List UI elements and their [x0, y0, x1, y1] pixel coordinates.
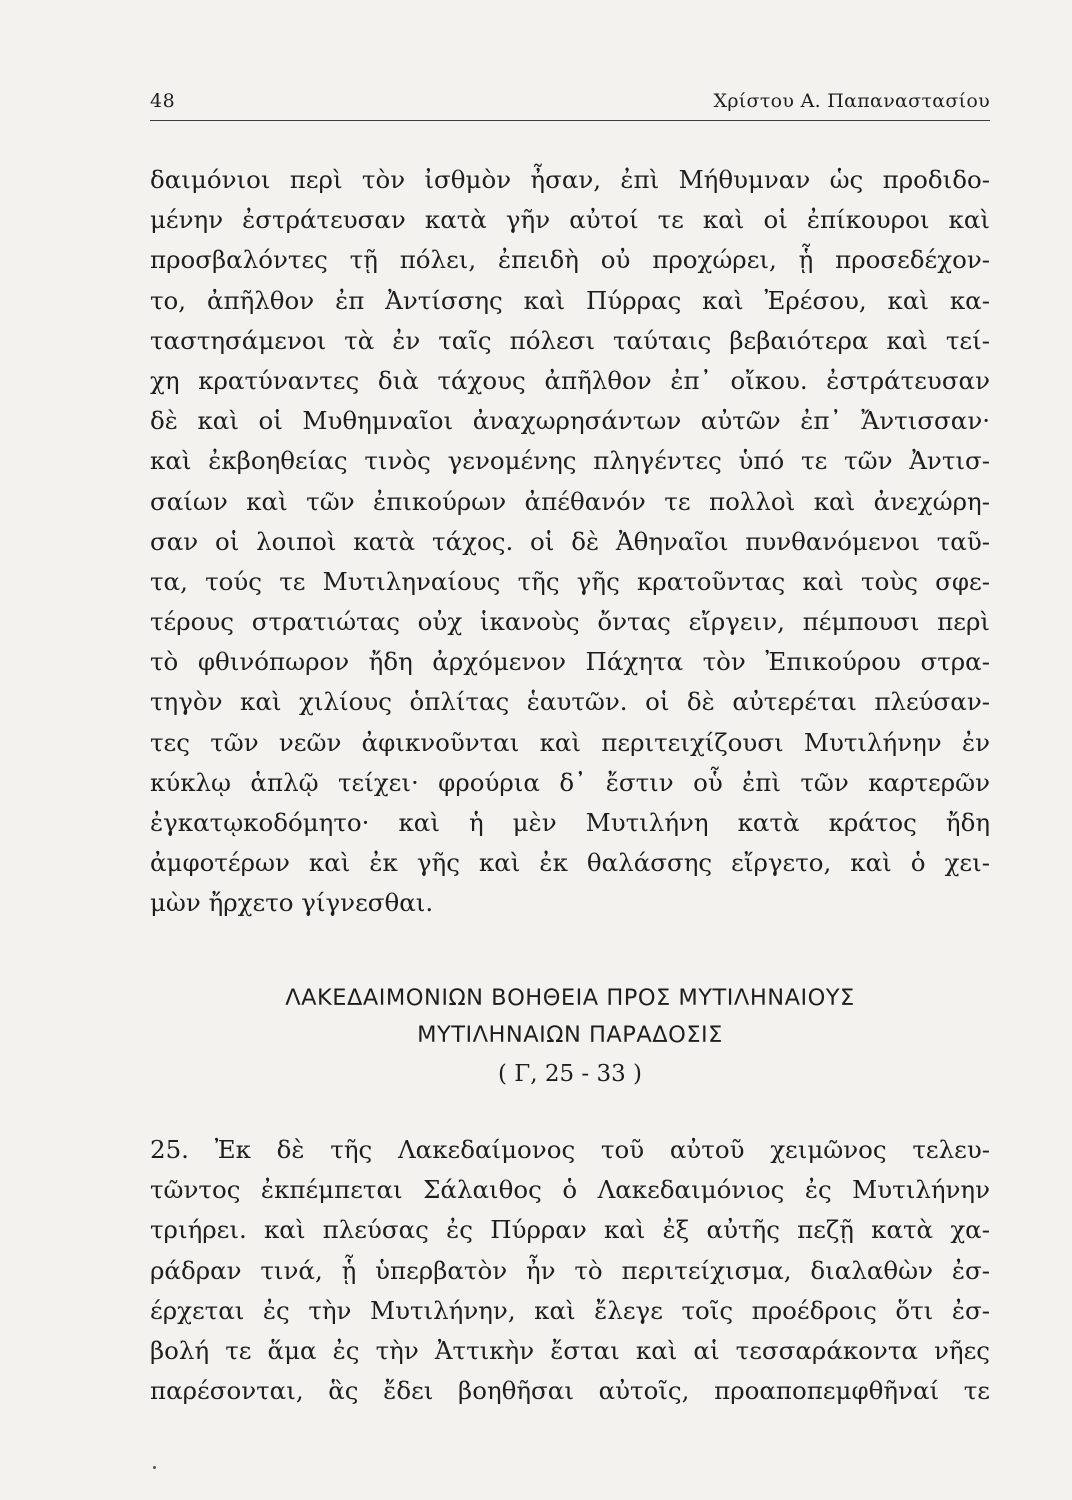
- text-line: ἀμφοτέρων καὶ ἐκ γῆς καὶ ἐκ θαλάσσης εἴργετο, καὶ ὁ χει-: [150, 848, 990, 878]
- text-line: δαιμόνιοι περὶ τὸν ἰσθμὸν ἦσαν, ἐπὶ Μήθυμναν ὡς προδιδο-: [150, 165, 990, 194]
- section-heading: [150, 980, 990, 1094]
- text-line: χη κρατύναντες διὰ τάχους ἀπῆλθον ἐπ᾽ οἴκου. ἐστράτευσαν: [150, 365, 990, 395]
- text-line: τὸ φθινόπωρον ἤδη ἀρχόμενον Πάχητα τὸν Ἐπικούρου στρα-: [150, 647, 990, 677]
- ink-speck: [153, 1466, 156, 1469]
- text-line: προσβαλόντες τῇ πόλει, ἐπειδὴ οὐ προχώρει, ᾗ προσεδέχον-: [150, 245, 990, 275]
- text-line: τα, τούς τε Μυτιληναίους τῆς γῆς κρατοῦντας καὶ τοὺς σφε-: [150, 566, 990, 596]
- text-line: βολή τε ἅμα ἐς τὴν Ἀττικὴν ἔσται καὶ αἱ τεσσαράκοντα νῆες: [150, 1335, 990, 1365]
- text-line: ταστησάμενοι τὰ ἐν ταῖς πόλεσι ταύταις βεβαιότερα καὶ τεί-: [150, 325, 990, 355]
- text-line: παρέσονται, ἃς ἔδει βοηθῆσαι αὐτοῖς, προαποπεμφθῆναί τε: [150, 1376, 990, 1406]
- text-line: μὼν ἤρχετο γίγνεσθαι.: [150, 888, 434, 918]
- text-line: τριήρει. καὶ πλεύσας ἐς Πύρραν καὶ ἐξ αὐτῆς πεζῇ κατὰ χα-: [150, 1215, 990, 1245]
- text-line: τέρους στρατιώτας οὐχ ἱκανοὺς ὄντας εἴργειν, πέμπουσι περὶ: [150, 607, 990, 637]
- section-reference: ( Γ, 25 - 33 ): [497, 1061, 643, 1087]
- text-line: κύκλῳ ἁπλῷ τείχει· φρούρια δ᾽ ἔστιν οὗ ἐπὶ τῶν καρτερῶν: [150, 767, 990, 797]
- text-line: σαίων καὶ τῶν ἐπικούρων ἀπέθανόν τε πολλοὶ καὶ ἀνεχώρη-: [150, 486, 990, 516]
- section-text-block: [150, 1130, 990, 1411]
- text-line: καὶ ἐκβοηθείας τινὸς γενομένης πληγέντες ὑπό τε τῶν Ἀντισ-: [150, 446, 990, 476]
- text-line: δὲ καὶ οἱ Μυθημναῖοι ἀναχωρησάντων αὐτῶν ἐπ᾽ Ἄντισσαν·: [150, 406, 990, 436]
- text-line: σαν οἱ λοιποὶ κατὰ τάχος. οἱ δὲ Ἀθηναῖοι πυνθανόμενοι ταῦ-: [150, 526, 990, 556]
- text-line: τῶντος ἐκπέμπεται Σάλαιθος ὁ Λακεδαιμόνιος ἐς Μυτιλήνην: [150, 1175, 990, 1205]
- section-title-line-2: ΜΥΤΙΛΗΝΑΙΩΝ ΠΑΡΑΔΟΣΙΣ: [417, 1022, 723, 1048]
- running-header: [150, 86, 990, 121]
- text-line: τηγὸν καὶ χιλίους ὁπλίτας ἑαυτῶν. οἱ δὲ αὐτερέται πλεύσαν-: [150, 687, 990, 717]
- text-line: το, ἀπῆλθον ἐπ Ἀντίσσης καὶ Πύρρας καὶ Ἐρέσου, καὶ κα-: [150, 285, 990, 315]
- page-number: 48: [150, 90, 176, 112]
- main-text-block: [150, 160, 990, 924]
- text-line: ράδραν τινά, ᾗ ὑπερβατὸν ἦν τὸ περιτείχισμα, διαλαθὼν ἐσ-: [150, 1255, 990, 1285]
- text-line: ἐγκατῳκοδόμητο· καὶ ἡ μὲν Μυτιλήνη κατὰ κράτος ἤδη: [150, 808, 990, 837]
- running-title: Χρίστου Α. Παπαναστασίου: [713, 90, 990, 112]
- paragraph-first-line-text: Ἐκ δὲ τῆς Λακεδαίμονος τοῦ αὐτοῦ χειμῶνος τελευ-: [188, 1135, 990, 1164]
- text-line: έρχεται ἐς τὴν Μυτιλήνην, καὶ ἔλεγε τοῖς προέδροις ὅτι ἐσ-: [150, 1295, 990, 1325]
- paragraph-number: 25.: [150, 1135, 189, 1164]
- text-line: τες τῶν νεῶν ἀφικνοῦνται καὶ περιτειχίζουσι Μυτιλήνην ἐν: [150, 727, 990, 757]
- paragraph-first-line: [150, 1130, 990, 1170]
- section-title-line-1: ΛΑΚΕΔΑΙΜΟΝΙΩΝ ΒΟΗΘΕΙΑ ΠΡΟΣ ΜΥΤΙΛΗΝΑΙΟΥΣ: [285, 985, 855, 1011]
- text-line: μένην ἐστράτευσαν κατὰ γῆν αὐτοί τε καὶ οἱ ἐπίκουροι καὶ: [150, 205, 990, 235]
